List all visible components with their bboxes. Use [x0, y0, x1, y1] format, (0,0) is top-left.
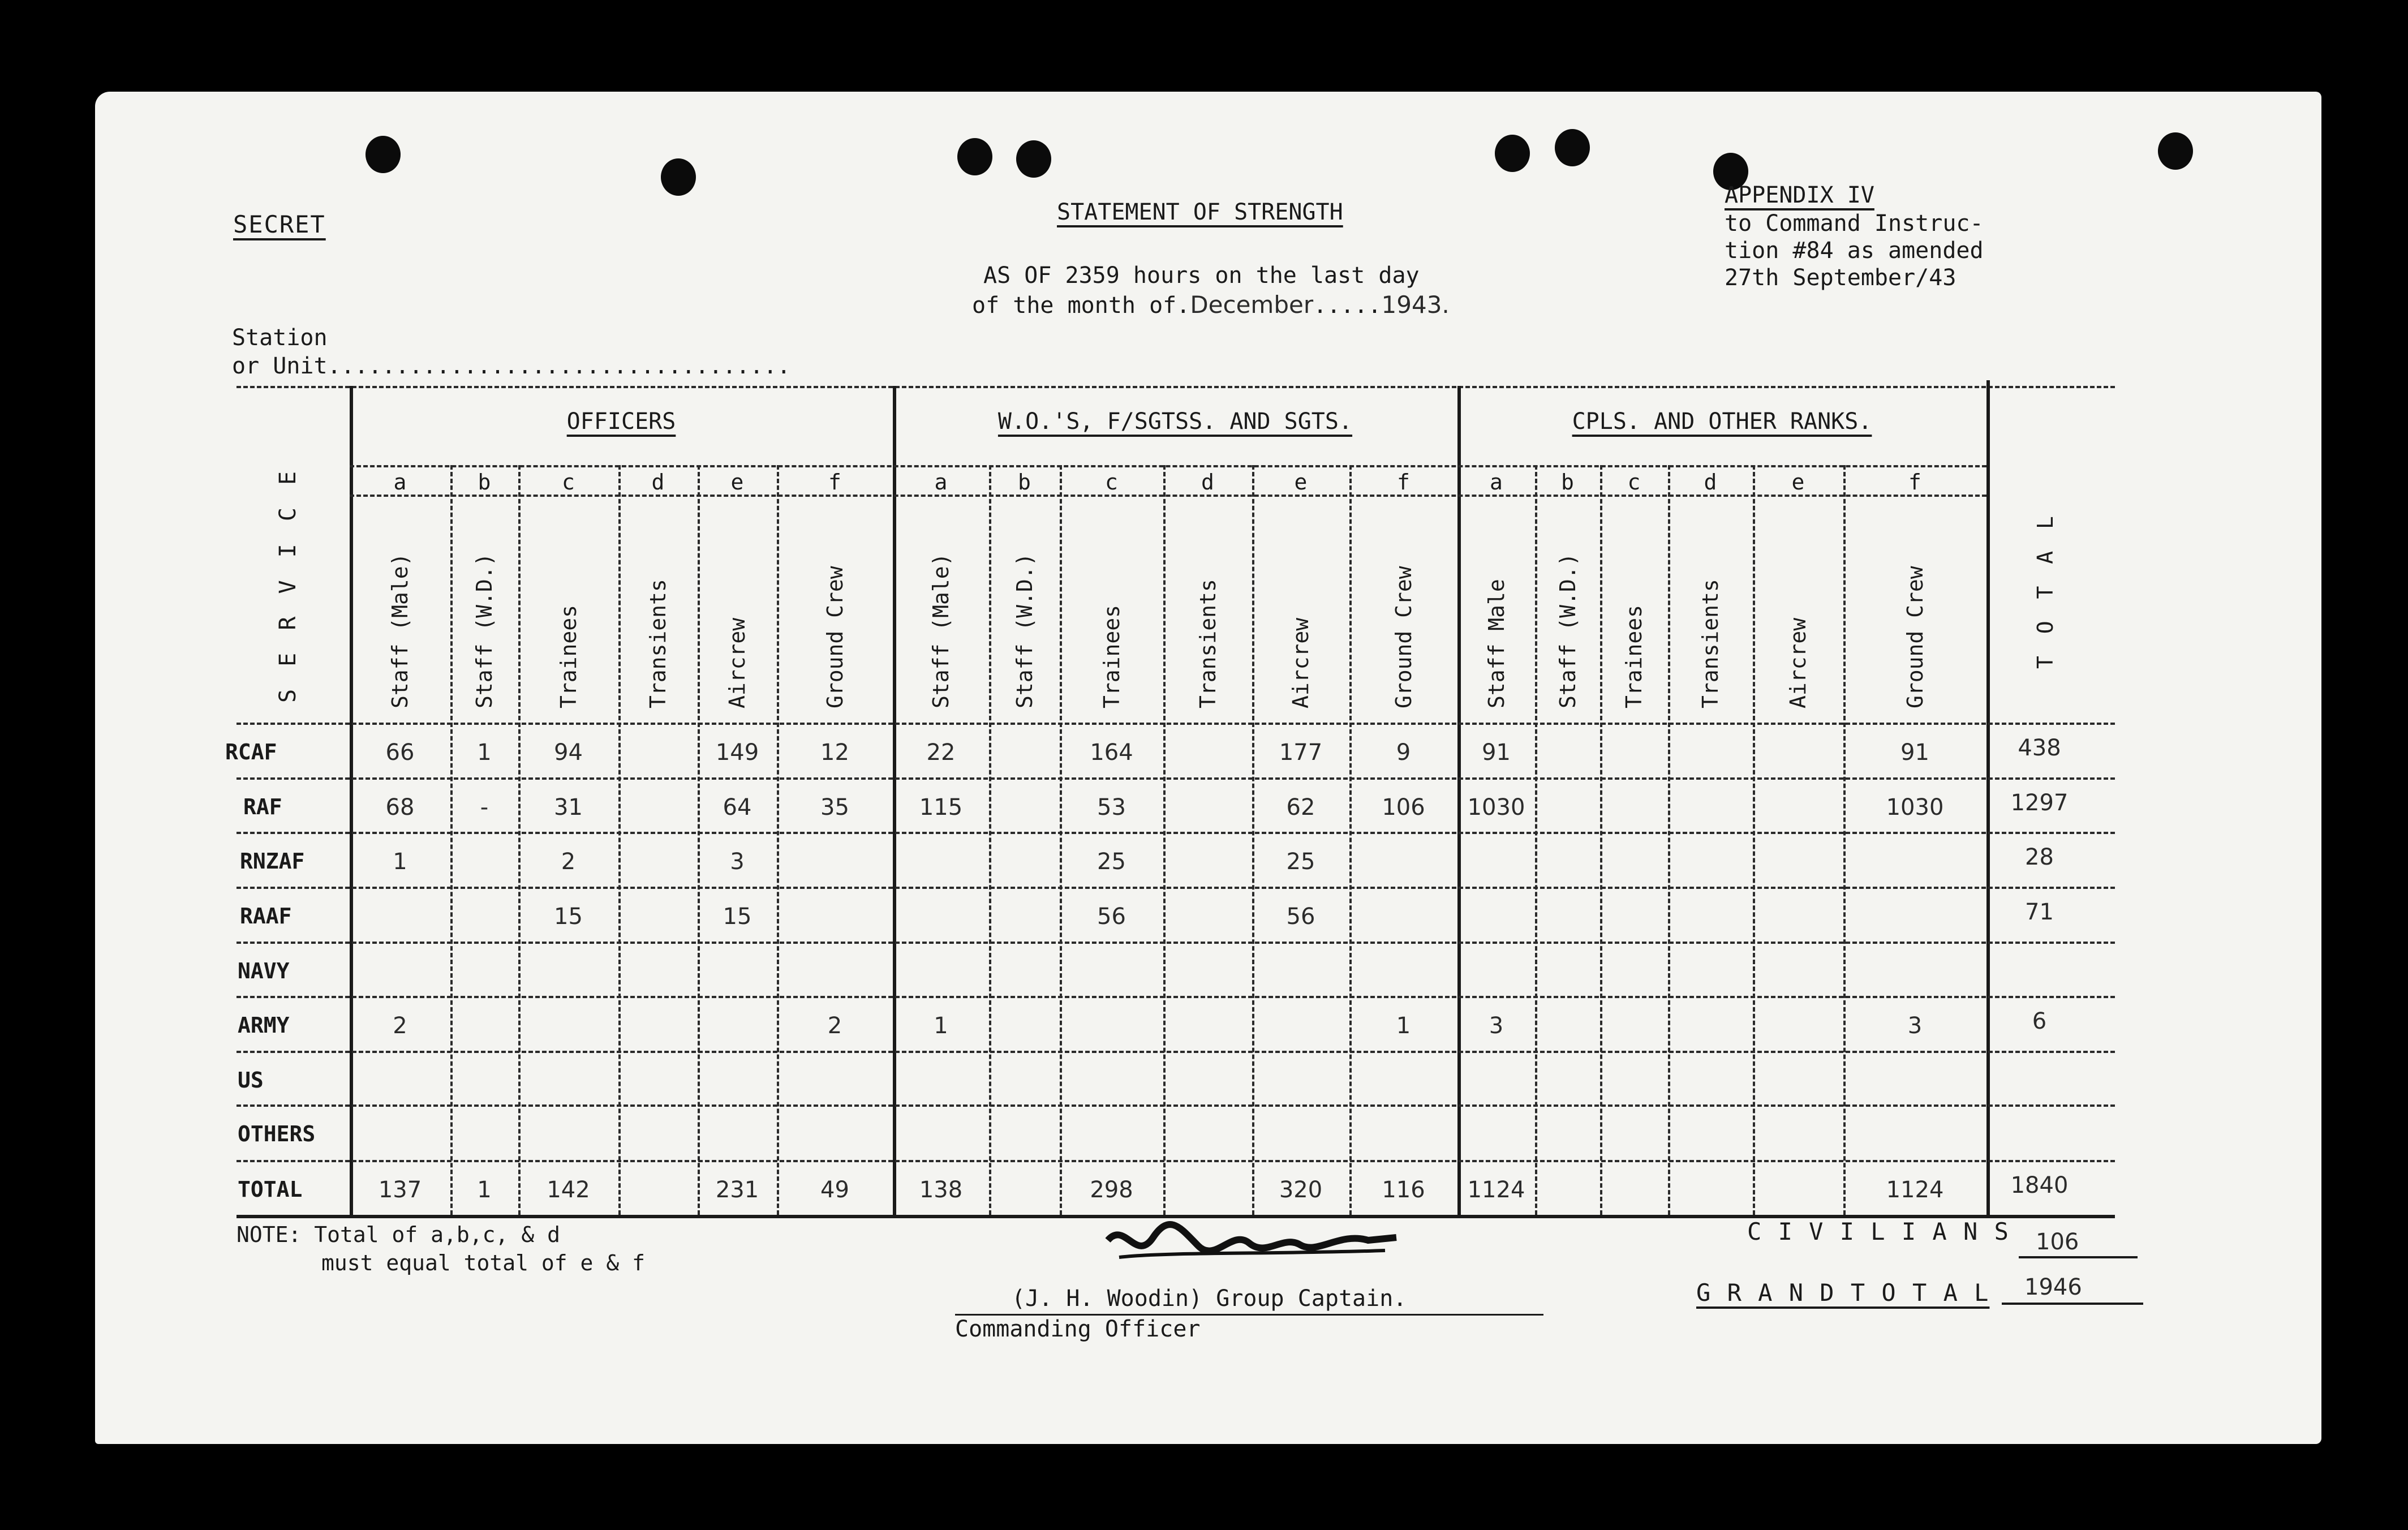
table-cell: 3	[1489, 1013, 1504, 1039]
service-label: ARMY	[238, 1013, 290, 1038]
table-cell: 25	[1097, 849, 1126, 875]
document-page	[95, 92, 2321, 1444]
column-label: Transients	[1698, 579, 1723, 708]
table-cell: 9	[1396, 740, 1411, 766]
table-cell: 22	[926, 740, 956, 766]
civilians-value: 106	[2036, 1229, 2079, 1255]
row-divider	[236, 1160, 2115, 1162]
column-letter: d	[1704, 470, 1717, 495]
service-label: RAF	[243, 794, 282, 819]
table-cell: 15	[554, 904, 583, 930]
column-divider	[698, 465, 700, 1215]
table-cell: 94	[554, 740, 583, 766]
as-of-line-1: AS OF 2359 hours on the last day	[983, 263, 1420, 289]
column-letter: c	[562, 470, 575, 495]
table-cell: 2	[827, 1013, 842, 1039]
table-cell: 91	[1482, 740, 1511, 766]
column-letter: e	[1294, 470, 1308, 495]
column-letter: d	[651, 470, 665, 495]
column-letter-border	[350, 495, 1986, 497]
service-label: TOTAL	[238, 1177, 303, 1202]
table-cell: 68	[385, 794, 415, 820]
station-field: or Unit..................................	[232, 353, 791, 379]
row-total: 6	[2032, 1008, 2047, 1034]
table-cell: 56	[1097, 904, 1126, 930]
civilians-underline	[2019, 1256, 2138, 1258]
table-top-border	[236, 386, 2115, 388]
table-cell: 115	[919, 794, 963, 820]
row-divider	[236, 1051, 2115, 1053]
punch-hole	[1016, 140, 1051, 178]
column-letter: d	[1201, 470, 1214, 495]
table-cell: 116	[1382, 1177, 1425, 1203]
table-cell: 106	[1382, 794, 1425, 820]
appendix-line: 27th September/43	[1725, 265, 1956, 291]
row-total: 438	[2018, 735, 2061, 761]
table-cell: 53	[1097, 794, 1126, 820]
group-header: CPLS. AND OTHER RANKS.	[1572, 409, 1872, 435]
table-cell: 62	[1286, 794, 1315, 820]
punch-hole	[366, 136, 401, 173]
column-letter: b	[1561, 470, 1574, 495]
column-label: Trainees	[1622, 604, 1646, 708]
row-divider	[236, 723, 2115, 725]
row-total: 28	[2025, 844, 2054, 870]
column-divider	[1060, 465, 1062, 1215]
column-letter: e	[1791, 470, 1805, 495]
column-label: Staff (W.D.)	[472, 553, 497, 708]
service-header: S E R V I C E	[275, 466, 301, 703]
table-cell: 64	[723, 794, 752, 820]
table-cell: 2	[393, 1013, 407, 1039]
column-letter: f	[1908, 470, 1921, 495]
table-cell: 31	[554, 794, 583, 820]
group-header: OFFICERS	[566, 409, 676, 435]
column-letter: f	[1397, 470, 1410, 495]
column-label: Staff (Male)	[928, 553, 953, 708]
row-total: 71	[2025, 899, 2054, 925]
service-label: RCAF	[225, 740, 277, 764]
column-label: Trainees	[556, 604, 581, 708]
column-label: Transients	[1195, 579, 1220, 708]
column-divider	[1349, 465, 1352, 1215]
appendix-line: tion #84 as amended	[1725, 238, 1984, 264]
column-divider	[518, 465, 521, 1215]
column-letter: e	[730, 470, 744, 495]
service-label: OTHERS	[238, 1121, 316, 1146]
table-cell: 137	[378, 1177, 422, 1203]
table-cell: 25	[1286, 849, 1315, 875]
table-cell: 3	[1907, 1013, 1923, 1039]
table-cell: 3	[730, 849, 745, 875]
column-divider	[1252, 465, 1254, 1215]
column-divider	[777, 465, 779, 1215]
note-line-1: NOTE: Total of a,b,c, & d	[236, 1222, 560, 1247]
document-title: STATEMENT OF STRENGTH	[1057, 199, 1343, 225]
column-label: Aircrew	[1786, 617, 1811, 708]
table-cell: 298	[1090, 1177, 1133, 1203]
punch-hole	[2158, 132, 2193, 170]
service-label: RAAF	[240, 904, 292, 929]
signature-line	[955, 1314, 1543, 1316]
grand-total-label: G R A N D T O T A L	[1696, 1279, 1990, 1306]
signer-name: (J. H. Woodin) Group Captain.	[1012, 1286, 1407, 1312]
table-cell: 320	[1279, 1177, 1323, 1203]
column-label: Aircrew	[1288, 617, 1313, 708]
table-cell: 1124	[1886, 1177, 1944, 1203]
column-letter: a	[1490, 470, 1503, 495]
table-cell: 15	[723, 904, 752, 930]
table-cell: 164	[1090, 740, 1133, 766]
table-cell: 49	[820, 1177, 849, 1203]
table-cell: 1030	[1467, 794, 1525, 820]
column-label: Ground Crew	[1391, 566, 1416, 708]
column-divider	[1843, 465, 1846, 1215]
table-cell: 138	[919, 1177, 963, 1203]
table-cell: 66	[385, 740, 415, 766]
table-cell: 149	[715, 740, 759, 766]
appendix-line: to Command Instruc-	[1725, 210, 1984, 237]
column-letter: a	[934, 470, 948, 495]
group-header: W.O.'S, F/SGTSS. AND SGTS.	[997, 409, 1353, 435]
column-label: Ground Crew	[822, 566, 848, 708]
row-total: 1840	[2010, 1172, 2069, 1198]
table-cell: 91	[1900, 740, 1929, 766]
column-divider	[989, 465, 991, 1215]
service-label: RNZAF	[240, 849, 305, 874]
row-divider	[236, 777, 2115, 780]
signer-role: Commanding Officer	[955, 1316, 1201, 1342]
column-divider	[1668, 465, 1670, 1215]
column-divider	[1753, 465, 1755, 1215]
table-cell: 12	[820, 740, 849, 766]
punch-hole	[1555, 129, 1590, 166]
table-cell: 1030	[1886, 794, 1944, 820]
grand-total-value: 1946	[2024, 1274, 2082, 1300]
row-divider	[236, 942, 2115, 944]
table-cell: 1	[934, 1013, 948, 1039]
signature-image	[1102, 1218, 1408, 1269]
table-cell: 1	[1396, 1013, 1411, 1039]
punch-hole	[957, 138, 992, 175]
table-cell: 2	[561, 849, 576, 875]
as-of-line-2: of the month of.December.....1943.	[972, 291, 1450, 319]
column-label: Staff (W.D.)	[1555, 553, 1580, 708]
column-divider	[450, 465, 453, 1215]
service-label: US	[238, 1068, 264, 1093]
group-header-border	[350, 465, 1986, 467]
column-letter: b	[478, 470, 491, 495]
grand-total-underline	[2002, 1303, 2143, 1305]
row-total: 1297	[2010, 790, 2069, 816]
column-label: Trainees	[1099, 604, 1124, 708]
column-label: Staff Male	[1484, 579, 1509, 708]
column-letter: b	[1018, 470, 1031, 495]
column-label: Staff (Male)	[388, 553, 412, 708]
column-label: Ground Crew	[1902, 566, 1928, 708]
table-cell: 1	[393, 849, 407, 875]
column-divider	[1163, 465, 1166, 1215]
column-label: Aircrew	[725, 617, 750, 708]
classification-label: SECRET	[233, 210, 326, 238]
row-divider	[236, 1104, 2115, 1107]
total-header: T O T A L	[2033, 512, 2058, 669]
column-label: Staff (W.D.)	[1012, 553, 1037, 708]
punch-hole	[1495, 135, 1530, 172]
civilians-label: C I V I L I A N S	[1747, 1218, 2010, 1245]
appendix-title: APPENDIX IV	[1725, 182, 1874, 208]
column-letter: f	[828, 470, 841, 495]
service-label: NAVY	[238, 959, 290, 983]
row-divider	[236, 887, 2115, 889]
punch-hole	[661, 158, 696, 196]
column-divider	[1535, 465, 1537, 1215]
month-field: December	[1190, 291, 1314, 319]
year-field: 1943.	[1381, 291, 1450, 319]
table-cell: 56	[1286, 904, 1315, 930]
note-line-2: must equal total of e & f	[321, 1250, 645, 1275]
table-cell: 177	[1279, 740, 1323, 766]
table-cell: 35	[820, 794, 849, 820]
table-cell: 142	[547, 1177, 590, 1203]
column-label: Transients	[646, 579, 670, 708]
row-divider	[236, 832, 2115, 834]
table-cell: 231	[715, 1177, 759, 1203]
table-cell: -	[480, 794, 489, 820]
station-label: Station	[232, 325, 328, 351]
row-divider	[236, 996, 2115, 998]
column-letter: a	[393, 470, 407, 495]
table-cell: 1	[477, 740, 492, 766]
column-letter: c	[1627, 470, 1641, 495]
table-cell: 1124	[1467, 1177, 1525, 1203]
table-cell: 1	[477, 1177, 492, 1203]
column-divider	[618, 465, 621, 1215]
column-letter: c	[1105, 470, 1118, 495]
column-divider	[1600, 465, 1602, 1215]
